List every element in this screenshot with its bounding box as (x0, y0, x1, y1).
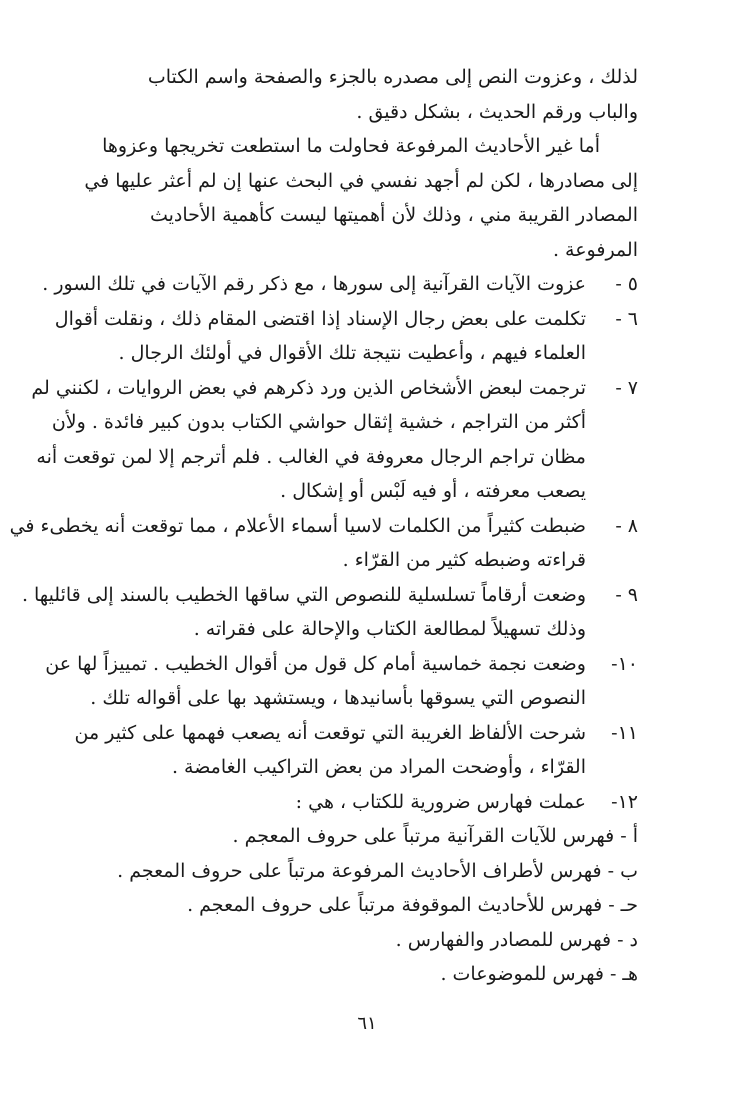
item-number: ١٠- (611, 652, 638, 675)
text-line: شرحت الألفاظ الغريبة التي توقعت أنه يصعب فهمها على كثير من (74, 721, 586, 744)
text-line: ترجمت لبعض الأشخاص الذين ورد ذكرهم في بعض الروايات ، لكنني لم (31, 376, 586, 399)
text-line: يصعب معرفته ، أو فيه لَبْس أو إشكال . (280, 480, 586, 502)
sub-item: ب - فهرس لأطراف الأحاديث المرفوعة مرتباً على حروف المعجم . (117, 859, 638, 882)
sub-item: د - فهرس للمصادر والفهارس . (395, 928, 638, 951)
list-item (21, 578, 638, 647)
item-number: ٥ - (615, 273, 638, 295)
item-text (75, 716, 586, 785)
item-number: ٩ - (615, 583, 638, 606)
text-line: عملت فهارس ضرورية للكتاب ، هي : (295, 790, 586, 813)
text-line: أما غير الأحاديث المرفوعة فحاولت ما استطعت تخريجها وعزوها (102, 135, 600, 157)
item-number: ٦ - (615, 307, 638, 330)
text-line: النصوص التي يسوقها بأسانيدها ، ويستشهد بها على أقواله تلك . (90, 687, 586, 709)
sub-item: حـ - فهرس للأحاديث الموقوفة مرتباً على حروف المعجم . (187, 894, 638, 916)
text-line: تكلمت على بعض رجال الإسناد إذا اقتضى المقام ذلك ، ونقلت أقوال (54, 307, 586, 330)
item-text (22, 578, 586, 647)
item-text (88, 785, 586, 820)
text-line: إلى مصادرها ، لكن لم أجهد نفسي في البحث عنها إن لم أعثر عليها في (84, 169, 638, 192)
list-item (88, 785, 638, 820)
list-item (31, 371, 638, 509)
text-line: ضبطت كثيراً من الكلمات لاسيا أسماء الأعلام ، مما توقعت أنه يخطىء في (9, 514, 586, 537)
text-line: وذلك تسهيلاً لمطالعة الكتاب والإحالة على فقراته . (193, 618, 586, 640)
text-line: عزوت الآيات القرآنية إلى سورها ، مع ذكر رقم الآيات في تلك السور . (42, 273, 586, 295)
item-number: ١٢- (611, 790, 638, 813)
text-line: العلماء فيهم ، وأعطيت نتيجة تلك الأقوال في أولئك الرجال . (118, 342, 586, 364)
page-number: ٦١ (357, 1013, 377, 1034)
text-line: وضعت نجمة خماسية أمام كل قول من أقوال الخطيب . تمييزاً لها عن (45, 652, 586, 675)
item-text (31, 371, 586, 509)
text-line: المرفوعة . (552, 238, 638, 261)
item-text (45, 647, 586, 716)
text-line: أكثر من التراجم ، خشية إثقال حواشي الكتاب بدون كبير فائدة . ولأن (51, 411, 586, 433)
sub-item: هـ - فهرس للموضوعات . (440, 963, 638, 985)
item-text (55, 302, 586, 371)
text-line: وضعت أرقاماً تسلسلية للنصوص التي ساقها الخطيب بالسند إلى قائليها . (21, 583, 586, 606)
list-item (54, 302, 638, 371)
text-line: القرّاء ، وأوضحت المراد من بعض التراكيب الغامضة . (171, 756, 586, 778)
item-number: ٨ - (615, 514, 638, 537)
item-text (42, 267, 586, 302)
document-page (9, 60, 638, 992)
text-line: قراءته وضبطه كثير من القرّاء . (342, 549, 586, 571)
text-line: المصادر القريبة مني ، وذلك لأن أهميتها ليست كأهمية الأحاديث (149, 204, 638, 226)
text-line: لذلك ، وعزوت النص إلى مصدره بالجزء والصفحة واسم الكتاب (147, 66, 638, 88)
list-item (42, 267, 638, 302)
list-item (45, 647, 638, 716)
list-item (74, 716, 638, 785)
list-item (9, 509, 638, 578)
item-number: ١١- (611, 721, 638, 744)
text-line: مظان تراجم الرجال معروفة في الغالب . فلم أترجم إلا لمن توقعت أنه (36, 445, 586, 468)
sub-item: أ - فهرس للآيات القرآنية مرتباً على حروف المعجم . (232, 825, 638, 847)
item-text (10, 509, 586, 578)
text-line: والباب ورقم الحديث ، بشكل دقيق . (356, 100, 638, 123)
item-number: ٧ - (615, 376, 638, 399)
